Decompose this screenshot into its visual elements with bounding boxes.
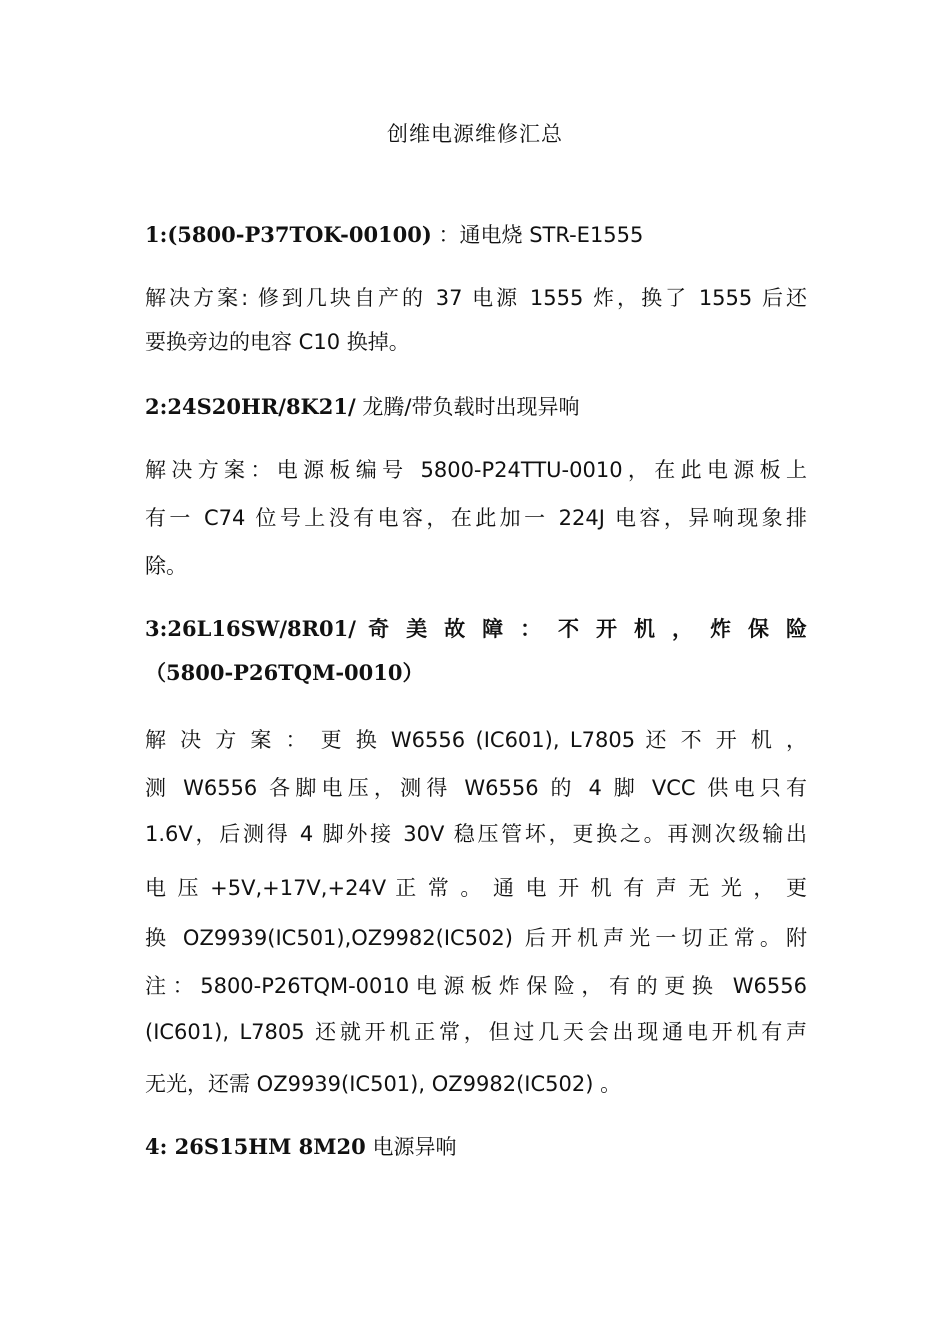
section-2-solution-line: 有一 C74 位号上没有电容，在此加一 224J 电容，异响现象排	[145, 506, 807, 530]
section-2-code: 2:24S20HR/8K21/	[145, 394, 356, 419]
section-3-solution	[145, 720, 807, 1104]
section-1-solution	[145, 276, 807, 364]
section-2-solution	[145, 446, 807, 590]
section-2-solution-line: 解决方案：电源板编号 5800-P24TTU-0010，在此电源板上	[145, 458, 807, 482]
section-2-heading	[145, 390, 807, 424]
section-1-title: ：通电烧 STR-E1555	[431, 223, 644, 247]
section-3-solution-line: 电 压 +5V,+17V,+24V 正 常 。 通 电 开 机 有 声 无 光 ， 更	[145, 876, 807, 900]
document-title: 创维电源维修汇总	[387, 122, 563, 146]
section-3-solution-line: 解 决 方 案 ： 更 换 W6556 (IC601), L7805 还 不 开 机 ，	[145, 728, 807, 752]
section-2-solution-line: 除。	[145, 554, 187, 578]
section-3-solution-line: (IC601), L7805 还就开机正常，但过几天会出现通电开机有声	[145, 1020, 807, 1044]
section-3-solution-line: 测 W6556 各脚电压，测得 W6556 的 4 脚 VCC 供电只有	[145, 776, 807, 800]
section-1-solution-line: 解决方案: 修到几块自产的 37 电源 1555 炸，换了 1555 后还	[145, 286, 807, 310]
section-1-solution-line: 要换旁边的电容 C10 换掉。	[145, 330, 410, 354]
section-3-solution-line: 注：5800-P26TQM-0010电源板炸保险，有的更换 W6556	[145, 974, 807, 998]
section-4-title: 电源异响	[365, 1135, 457, 1159]
section-3-heading-line-1: 3:26L16SW/8R01/ 奇 美 故 障 ： 不 开 机 ， 炸 保 险	[145, 616, 807, 641]
section-2-title: 龙腾/带负载时出现异响	[355, 395, 580, 419]
section-4-code: 4: 26S15HM 8M20	[145, 1134, 366, 1159]
section-3-solution-line: 1.6V，后测得 4 脚外接 30V 稳压管坏，更换之。再测次级输出	[145, 822, 807, 846]
section-3-heading-line-2: （5800-P26TQM-0010）	[145, 660, 424, 685]
section-4-heading	[145, 1130, 807, 1164]
section-3-solution-line: 换 OZ9939(IC501),OZ9982(IC502) 后开机声光一切正常。附	[145, 926, 807, 950]
section-3-solution-line: 无光，还需 OZ9939(IC501), OZ9982(IC502) 。	[145, 1072, 622, 1096]
section-1-heading	[145, 218, 807, 252]
section-1-code: 1:(5800-P37TOK-00100)	[145, 222, 432, 247]
